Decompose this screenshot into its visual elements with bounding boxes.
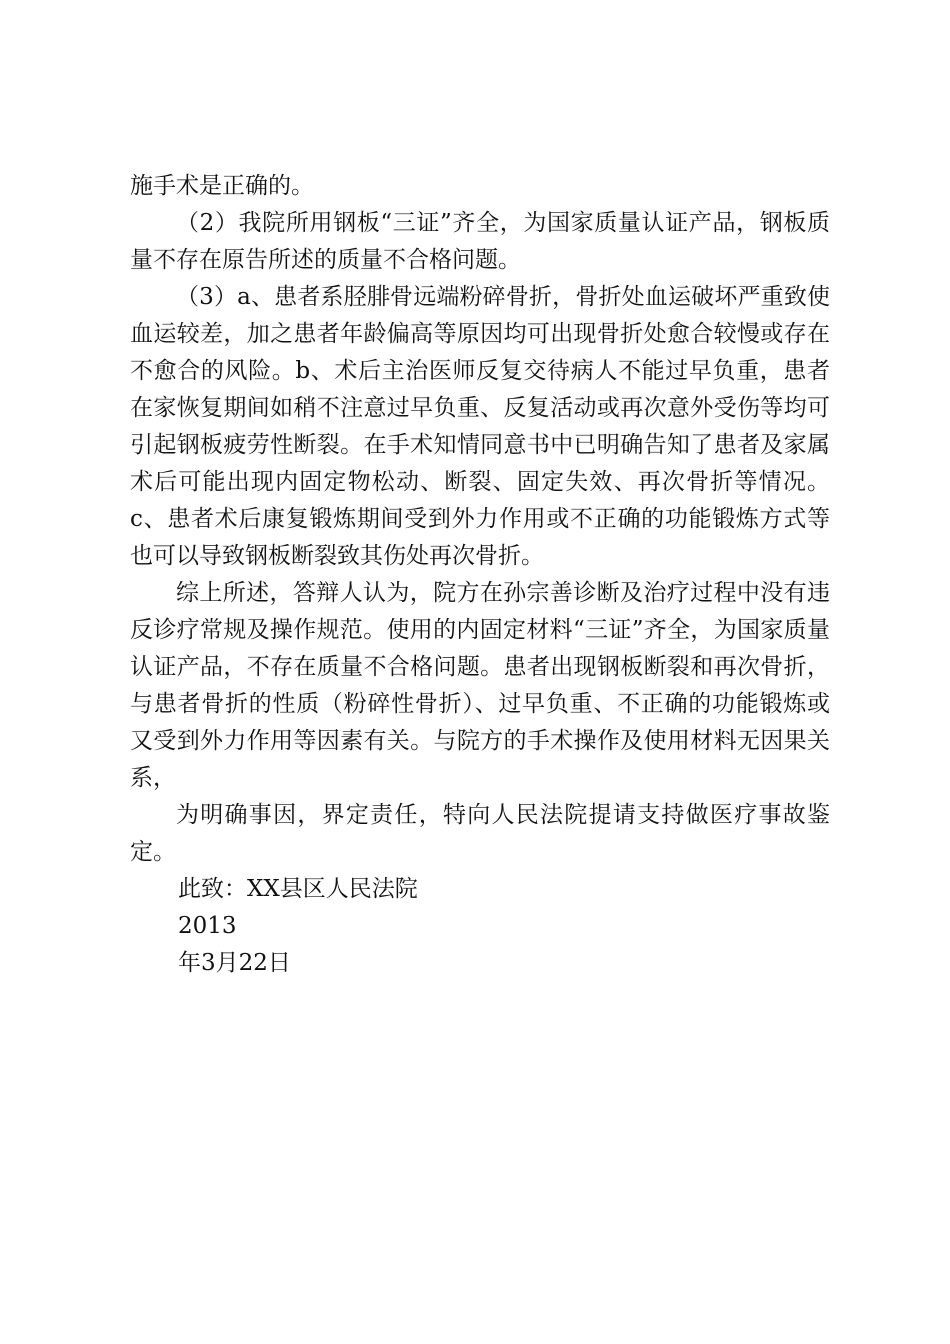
paragraph-4: 综上所述，答辩人认为，院方在孙宗善诊断及治疗过程中没有违反诊疗常规及操作规范。使用的内固定材料“三证”齐全，为国家质量认证产品，不存在质量不合格问题。患者出现钢板断裂和再次骨折，与患者骨折的性质（粉碎性骨折）、过早负重、不正确的功能锻炼或又受到外力作用等因素有关。与院方的手术操作及使用材料无因果关系， [130, 580, 830, 791]
closing-salutation: 此致：XX县区人民法院 [178, 876, 418, 902]
paragraph-2: （2）我院所用钢板“三证”齐全，为国家质量认证产品，钢板质量不存在原告所述的质量不合格问题。 [130, 210, 830, 273]
paragraph-3: （3）a、患者系胫腓骨远端粉碎骨折，骨折处血运破坏严重致使血运较差，加之患者年龄偏高等原因均可出现骨折处愈合较慢或存在不愈合的风险。b、术后主治医师反复交待病人不能过早负重，患者在家恢复期间如稍不注意过早负重、反复活动或再次意外受伤等均可引起钢板疲劳性断裂。在手术知情同意书中已明确告知了患者及家属术后可能出现内固定物松动、断裂、固定失效、再次骨折等情况。c、患者术后康复锻炼期间受到外力作用或不正确的功能锻炼方式等也可以导致钢板断裂致其伤处再次骨折。 [130, 284, 830, 569]
closing-year: 2013 [178, 913, 237, 939]
paragraph-5: 为明确事因，界定责任，特向人民法院提请支持做医疗事故鉴定。 [130, 802, 830, 865]
paragraph-1: 施手术是正确的。 [130, 173, 314, 199]
closing-date: 年3月22日 [178, 950, 291, 976]
document-page [130, 168, 830, 982]
